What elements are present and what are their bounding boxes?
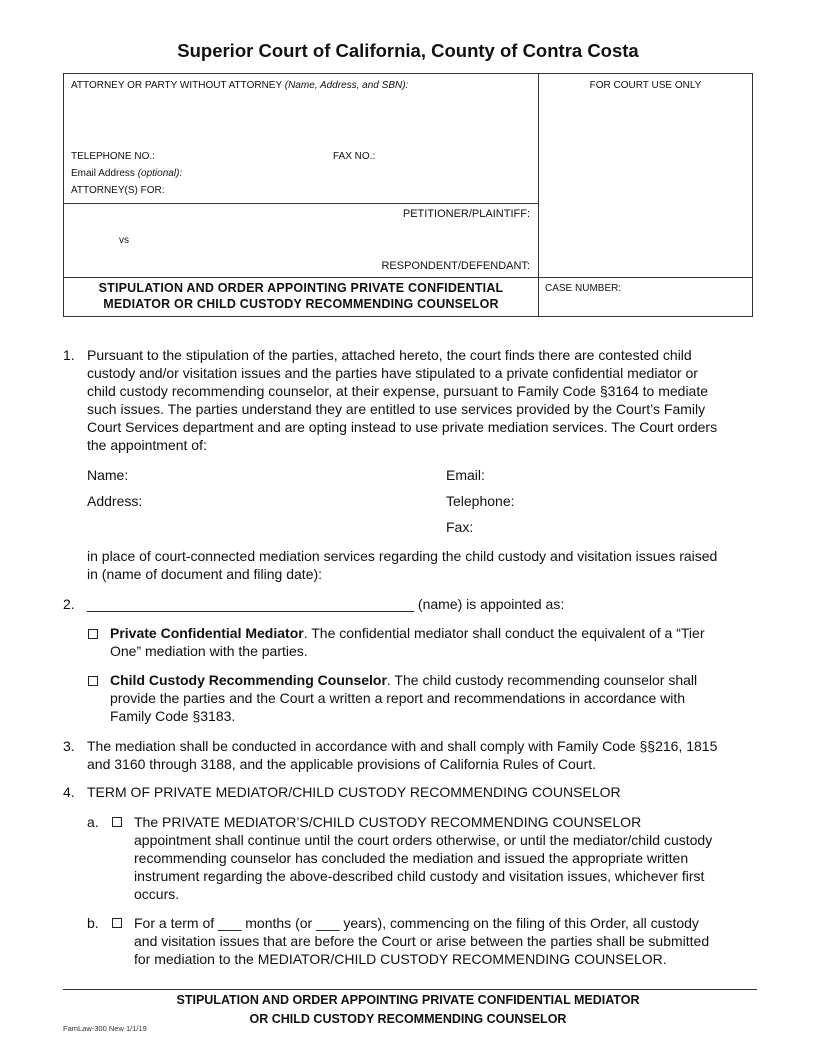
footer-divider [63, 989, 757, 990]
term-a-checkbox[interactable] [112, 817, 122, 827]
fax-label: FAX NO.: [333, 151, 376, 162]
term-a-paragraph [134, 813, 774, 903]
email-label-row [71, 168, 182, 179]
counselor-checkbox[interactable] [88, 676, 98, 686]
caption-divider [64, 203, 538, 204]
text-line: One” mediation with the parties. [110, 643, 308, 659]
appointee-blank[interactable]: __________________________________________ [87, 596, 415, 612]
option-mediator-text: . The confidential mediator shall conduct the equivalent of a “Tier [303, 625, 705, 641]
in-place-paragraph [87, 547, 767, 583]
text-line: for mediation to the MEDIATOR/CHILD CUSTODY RECOMMENDING COUNSELOR. [134, 951, 667, 967]
caption-divider [538, 277, 753, 278]
name-label: Name: [87, 467, 129, 483]
text-line: Pursuant to the stipulation of the parties, attached hereto, the court finds there are contested child [87, 347, 692, 363]
attorneys-for-label: ATTORNEY(S) FOR: [71, 185, 165, 196]
text-line: in (name of document and filing date): [87, 566, 323, 582]
option-counselor-text: . The child custody recommending counselor shall [386, 672, 698, 688]
sub-item-label: a. [87, 814, 99, 830]
item-number: 4. [63, 784, 75, 800]
text-line: recommending counselor has concluded the mediation and issued the appropriate written [134, 850, 689, 866]
appointee-text: (name) is appointed as: [417, 596, 565, 612]
item-number: 1. [63, 347, 75, 363]
text-line: such issues. The parties understand they are entitled to use services provided by the Court’s Family [87, 401, 706, 417]
text-line: in place of court-connected mediation services regarding the child custody and visitation issues raised [87, 548, 718, 564]
text-line: instrument regarding the above-described child custody and visitation issues, whichever first [134, 868, 705, 884]
case-number-label: CASE NUMBER: [545, 283, 622, 294]
petitioner-label: PETITIONER/PLAINTIFF: [402, 208, 530, 220]
address-label: Address: [87, 493, 143, 509]
item-number: 3. [63, 738, 75, 754]
attorney-label-row [71, 80, 408, 91]
fax-field-label: Fax: [446, 519, 474, 535]
item2-line [87, 595, 564, 613]
text-line: Court Services department and are opting instead to use private mediation services. The Court orders [87, 419, 718, 435]
footer-title-line: STIPULATION AND ORDER APPOINTING PRIVATE CONFIDENTIAL MEDIATOR [176, 993, 640, 1007]
form-title-line: STIPULATION AND ORDER APPOINTING PRIVATE CONFIDENTIAL [98, 281, 504, 295]
form-title-line: MEDIATOR OR CHILD CUSTODY RECOMMENDING COUNSELOR [103, 297, 499, 311]
caption-left-panel [64, 74, 539, 316]
sub-item-label: b. [87, 915, 99, 931]
respondent-label: RESPONDENT/DEFENDANT: [381, 260, 530, 272]
text-line: Family Code §3183. [110, 708, 236, 724]
text-line: occurs. [134, 886, 180, 902]
vs-label: vs [119, 235, 129, 246]
court-use-label: FOR COURT USE ONLY [589, 80, 702, 91]
text-line: child custody recommending counselor, at their expense, pursuant to Family Code §3164 to mediate [87, 383, 709, 399]
telephone-field-label: Telephone: [446, 493, 515, 509]
footer-title-line: OR CHILD CUSTODY RECOMMENDING COUNSELOR [249, 1012, 567, 1026]
item1-paragraph [87, 346, 767, 454]
form-id: FamLaw-300 New 1/1/19 [63, 1024, 147, 1033]
option-counselor-title: Child Custody Recommending Counselor [110, 672, 387, 688]
option-mediator-title: Private Confidential Mediator [110, 625, 304, 641]
text-line: The mediation shall be conducted in accordance with and shall comply with Family Code §§216, 1815 [87, 738, 718, 754]
form-title [64, 280, 538, 312]
attorney-hint: (Name, Address, and SBN): [284, 80, 409, 91]
text-line: and visitation issues that are before the Court or arise between the parties shall be submitted [134, 933, 710, 949]
text-line: the appointment of: [87, 437, 207, 453]
text-line: The PRIVATE MEDIATOR’S/CHILD CUSTODY RECOMMENDING COUNSELOR [134, 814, 642, 830]
text-line: For a term of ___ months (or ___ years), commencing on the filing of this Order, all custody [134, 915, 699, 931]
option-mediator [110, 624, 760, 660]
item3-paragraph [87, 737, 767, 773]
caption-box [63, 73, 753, 317]
email-label: Email Address [71, 168, 135, 179]
attorney-label: ATTORNEY OR PARTY WITHOUT ATTORNEY [71, 80, 282, 91]
item-number: 2. [63, 596, 75, 612]
item4-heading: TERM OF PRIVATE MEDIATOR/CHILD CUSTODY RECOMMENDING COUNSELOR [87, 784, 621, 800]
court-title: Superior Court of California, County of Contra Costa [177, 40, 639, 61]
text-line: custody and/or visitation issues and the parties have stipulated to a private confidential mediator or [87, 365, 698, 381]
text-line: provide the parties and the Court a written a report and recommendations in accordance with [110, 690, 686, 706]
term-b-checkbox[interactable] [112, 918, 122, 928]
email-field-label: Email: [446, 467, 485, 483]
option-counselor [110, 671, 760, 725]
mediator-checkbox[interactable] [88, 629, 98, 639]
caption-divider [64, 277, 538, 278]
term-b-paragraph [134, 914, 774, 968]
text-line: and 3160 through 3188, and the applicable provisions of California Rules of Court. [87, 756, 596, 772]
email-hint: (optional): [137, 168, 183, 179]
telephone-label: TELEPHONE NO.: [71, 151, 155, 162]
text-line: appointment shall continue until the court orders otherwise, or until the mediator/child custody [134, 832, 713, 848]
